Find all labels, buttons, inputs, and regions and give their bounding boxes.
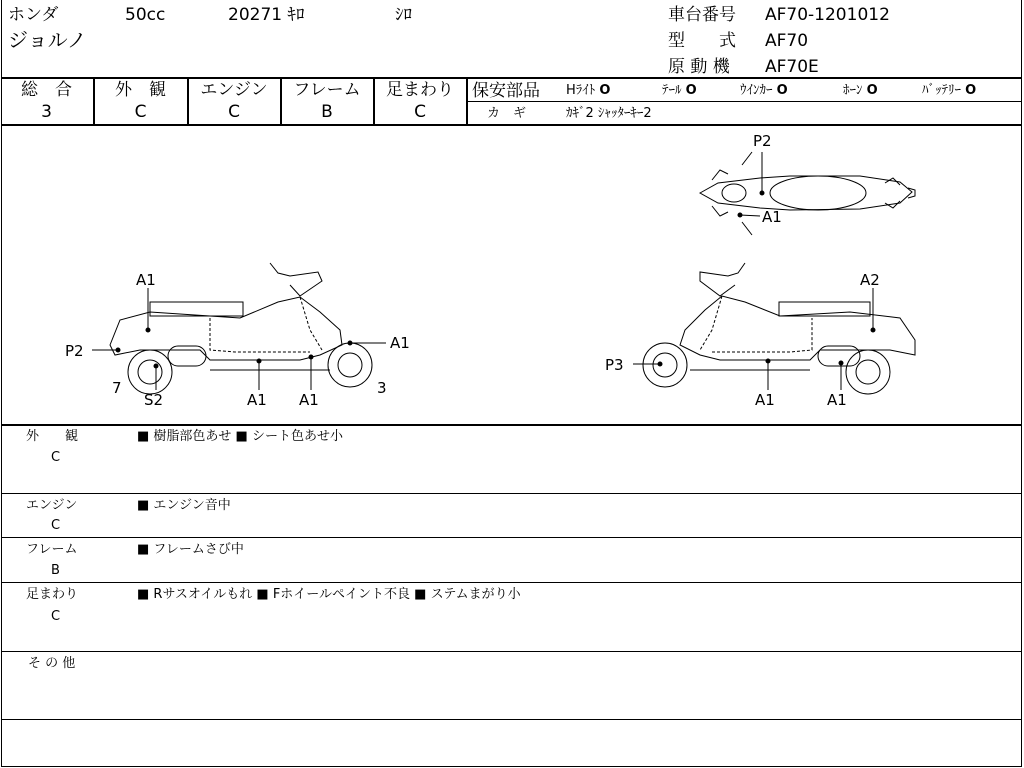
note-engine-grade: C [51, 518, 61, 533]
note-other-title: そ の 他 [28, 656, 76, 671]
label-right-a1-b2: A1 [827, 391, 847, 409]
safety-battery: ﾊﾞｯﾃﾘｰ O [922, 83, 977, 98]
label-left-a1: A1 [136, 271, 156, 289]
divider [1, 424, 1022, 426]
note-suspension-title: 足まわり [26, 587, 79, 602]
divider [468, 101, 1022, 102]
label-right-a1-b1: A1 [755, 391, 775, 409]
label-left-a1-b2: A1 [299, 391, 319, 409]
key-text: ｶｷﾞ2 ｼｬｯﾀｰｷｰ2 [566, 106, 652, 121]
grade-overall-label: 総 合 [21, 80, 72, 100]
grade-frame-value: B [321, 102, 333, 122]
divider [1, 493, 1022, 494]
divider [1, 651, 1022, 652]
safety-headlight: Hﾗｲﾄ O [566, 83, 611, 98]
type-label: 型 式 [668, 31, 736, 51]
color: ｼﾛ [395, 5, 412, 25]
divider [1, 719, 1022, 720]
note-exterior-title: 外 観 [26, 429, 79, 444]
label-left-7: 7 [112, 379, 122, 397]
label-left-a1-front: A1 [390, 334, 410, 352]
key-label: カ ギ [487, 106, 527, 121]
grade-exterior-value: C [134, 102, 147, 122]
label-top-a1: A1 [762, 208, 782, 226]
safety-label: 保安部品 [472, 81, 540, 101]
grade-engine-label: エンジン [200, 80, 268, 100]
damage-diagram [0, 126, 1022, 424]
note-frame-grade: B [51, 563, 60, 578]
note-suspension-grade: C [51, 609, 61, 624]
divider [466, 78, 468, 125]
label-right-a2: A2 [860, 271, 880, 289]
label-top-p2: P2 [753, 132, 772, 150]
divider [1, 537, 1022, 538]
grade-engine-value: C [228, 102, 240, 122]
note-frame-text: ■ フレームさび中 [137, 542, 244, 557]
engine-value: AF70E [765, 57, 819, 77]
label-left-a1-b1: A1 [247, 391, 267, 409]
note-exterior-grade: C [51, 450, 61, 465]
note-frame-title: フレーム [26, 542, 78, 557]
mileage: 20271 ｷﾛ [228, 5, 305, 25]
label-left-s2: S2 [144, 391, 164, 409]
safety-winker: ｳｲﾝｶｰ O [740, 83, 788, 98]
grade-overall-value: 3 [41, 102, 52, 122]
grade-suspension-label: 足まわり [386, 80, 454, 100]
scooter-top-view [700, 152, 915, 235]
label-left-3: 3 [377, 379, 387, 397]
grade-frame-label: フレーム [293, 80, 361, 100]
note-suspension-text: ■ Rサスオイルもれ ■ Fホイールペイント不良 ■ ステムまがり小 [137, 587, 521, 602]
grade-suspension-value: C [414, 102, 426, 122]
engine-label: 原 動 機 [668, 57, 730, 77]
note-exterior-text: ■ 樹脂部色あせ ■ シート色あせ小 [137, 429, 343, 444]
grade-exterior-label: 外 観 [115, 80, 166, 100]
model-name: ジョルノ [8, 28, 87, 52]
displacement: 50cc [125, 5, 166, 25]
note-engine-text: ■ エンジン音中 [137, 498, 231, 513]
frame-no-label: 車台番号 [668, 5, 736, 25]
diagram-pointer-lines [92, 152, 875, 390]
note-engine-title: エンジン [26, 498, 78, 513]
maker: ホンダ [8, 5, 59, 25]
divider [1, 77, 1022, 79]
divider [1, 582, 1022, 583]
type-value: AF70 [765, 31, 809, 51]
safety-tail: ﾃｰﾙ O [662, 83, 697, 98]
label-right-p3: P3 [605, 356, 624, 374]
frame-no: AF70-1201012 [765, 5, 890, 25]
label-left-p2: P2 [65, 342, 84, 360]
safety-horn: ﾎｰﾝ O [843, 83, 878, 98]
